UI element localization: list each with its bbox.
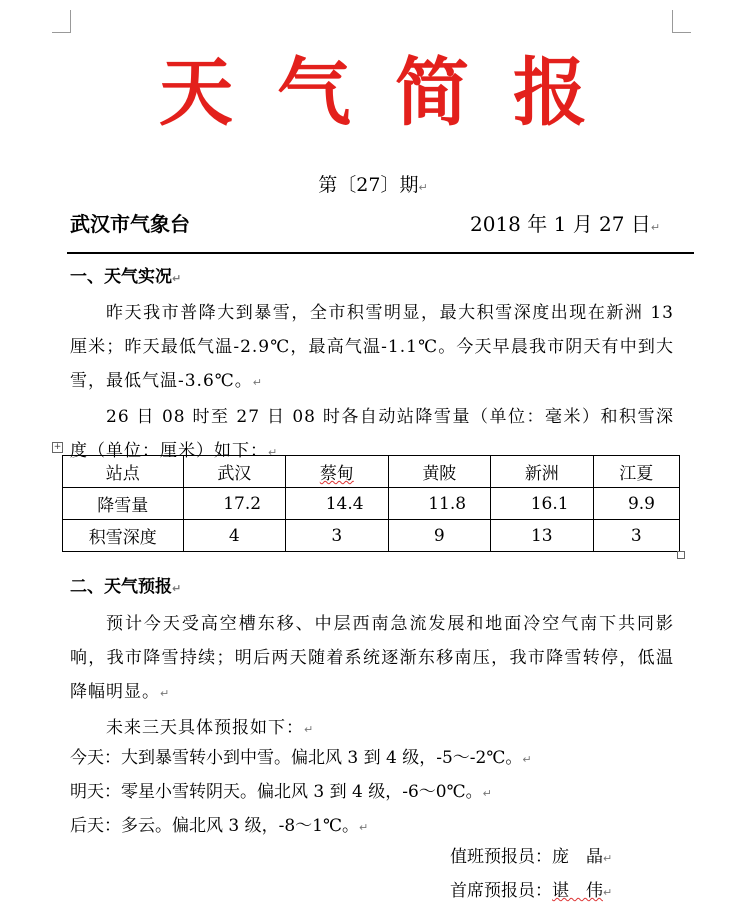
- row-label: 降雪量: [63, 488, 184, 520]
- issue-number: 第〔27〕期↵: [318, 174, 428, 196]
- table-cell: 9: [388, 520, 491, 552]
- section-heading-forecast: 二、天气预报↵: [70, 577, 182, 597]
- forecast-tomorrow: 明天：零星小雪转阴天。偏北风 3 到 4 级，-6～0℃。↵: [70, 782, 492, 802]
- issue-date: 2018 年 1 月 27 日↵: [470, 212, 661, 236]
- table-header-cell: 蔡甸: [286, 456, 389, 488]
- crop-mark-top-right: [672, 10, 691, 33]
- table-cell: 14.4: [286, 488, 389, 520]
- forecast-day-after: 后天：多云。偏北风 3 级，-8～1℃。↵: [70, 816, 369, 836]
- observations-text: 昨天我市普降大到暴雪，全市积雪明显，最大积雪深度出现在新洲 13 厘米；昨天最低气温-2.9℃，最高气温-1.1℃。今天早晨我市阴天有中到大雪，最低气温-3.6℃。↵ 26 日 08 时至 27 日 08 时各自动站降雪量（单位：毫米）和积雪深度（单位：厘米）如下：↵: [70, 303, 674, 461]
- table-row: [63, 520, 680, 552]
- duty-forecaster: 值班预报员：庞 晶↵: [450, 847, 613, 867]
- table-cell: 9.9: [593, 488, 679, 520]
- crop-mark-top-left: [52, 10, 71, 33]
- table-cell: 4: [183, 520, 286, 552]
- table-cell: 17.2: [183, 488, 286, 520]
- table-cell: 3: [286, 520, 389, 552]
- snowfall-table: [62, 455, 680, 552]
- table-resize-handle-icon[interactable]: [677, 551, 685, 559]
- row-label: 积雪深度: [63, 520, 184, 552]
- table-header-cell: 新洲: [491, 456, 594, 488]
- table-header-row: [63, 456, 680, 488]
- table-header-cell: 黄陂: [388, 456, 491, 488]
- chief-forecaster: 首席预报员：谌 伟↵: [450, 881, 613, 901]
- forecast-text: 预计今天受高空槽东移、中层西南急流发展和地面冷空气南下共同影响，我市降雪持续；明后两天随着系统逐渐东移南压，我市降雪转停，低温降幅明显。↵ 未来三天具体预报如下：↵: [70, 614, 674, 738]
- table-cell: 3: [593, 520, 679, 552]
- table-header-cell: 站点: [63, 456, 184, 488]
- section-heading-observations: 一、天气实况↵: [70, 267, 182, 287]
- forecast-today: 今天：大到暴雪转小到中雪。偏北风 3 到 4 级，-5～-2℃。↵: [70, 748, 532, 768]
- organization-name: 武汉市气象台: [70, 212, 190, 236]
- table-cell: 11.8: [388, 488, 491, 520]
- table-move-handle-icon[interactable]: +: [53, 442, 62, 452]
- table-row: [63, 488, 680, 520]
- header-rule: [67, 252, 694, 254]
- table-cell: 16.1: [491, 488, 594, 520]
- table-header-cell: 武汉: [183, 456, 286, 488]
- table-header-cell: 江夏: [593, 456, 679, 488]
- table-cell: 13: [491, 520, 594, 552]
- document-title: 天气简报: [159, 50, 631, 136]
